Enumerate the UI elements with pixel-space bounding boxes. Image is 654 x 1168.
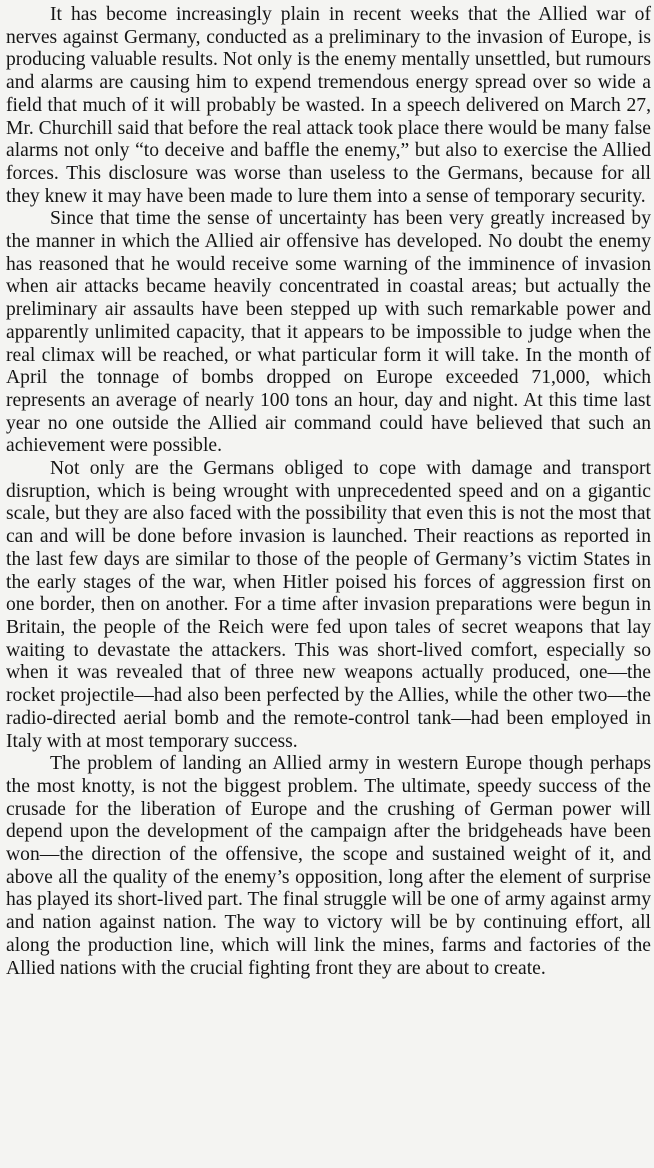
paragraph-3: Not only are the Germans obliged to cope with damage and transport disruption, which is being wrought with unprecedented speed and on a gigantic scale, but they are also faced with the possibility that even this is not the most that can and will be done before invasion is launched. Their reactions as reported in the last few days are similar to those of the people of Germany’s victim States in the early stages of the war, when Hitler poised his forces of aggression first on one border, then on another. For a time after invasion preparations were begun in Britain, the people of the Reich were fed upon tales of secret weapons that lay waiting to devastate the attackers. This was short-lived comfort, especially so when it was revealed that of three new weapons actually produced, one—the rocket projectile—had also been perfected by the Allies, while the other two—the radio-directed aerial bomb and the remote-control tank—had been employed in Italy with at most temporary success. [6, 458, 651, 752]
paragraph-4: The problem of landing an Allied army in western Europe though perhaps the most knotty, is not the biggest problem. The ultimate, speedy success of the crusade for the liberation of Europe and the crushing of German power will depend upon the development of the campaign after the bridgeheads have been won—the direction of the offensive, the scope and sustained weight of it, and above all the quality of the enemy’s opposition, long after the element of surprise has played its short-lived part. The final struggle will be one of army against army and nation against nation. The way to victory will be by continuing effort, all along the production line, which will link the mines, farms and factories of the Allied nations with the crucial fighting front they are about to create. [6, 753, 651, 979]
paragraph-1: It has become increasingly plain in recent weeks that the Allied war of nerves against Germany, conducted as a preliminary to the invasion of Europe, is producing valuable results. Not only is the enemy mentally unsettled, but rumours and alarms are causing him to expend tremendous energy spread over so wide a field that much of it will probably be wasted. In a speech delivered on March 27, Mr. Churchill said that before the real attack took place there would be many false alarms not only “to deceive and baffle the enemy,” but also to exercise the Allied forces. This disclosure was worse than useless to the Germans, because for all they knew it may have been made to lure them into a sense of temporary security. [6, 4, 651, 207]
article-body [6, 4, 651, 980]
paragraph-2: Since that time the sense of uncertainty has been very greatly increased by the manner in which the Allied air offensive has developed. No doubt the enemy has reasoned that he would receive some warning of the imminence of invasion when air attacks became heavily concentrated in coastal areas; but actually the preliminary air assaults have been stepped up with such remarkable power and apparently unlimited capacity, that it appears to be impossible to judge when the real climax will be reached, or what particular form it will take. In the month of April the tonnage of bombs dropped on Europe exceeded 71,000, which represents an average of nearly 100 tons an hour, day and night. At this time last year no one outside the Allied air command could have believed that such an achievement were possible. [6, 208, 651, 457]
